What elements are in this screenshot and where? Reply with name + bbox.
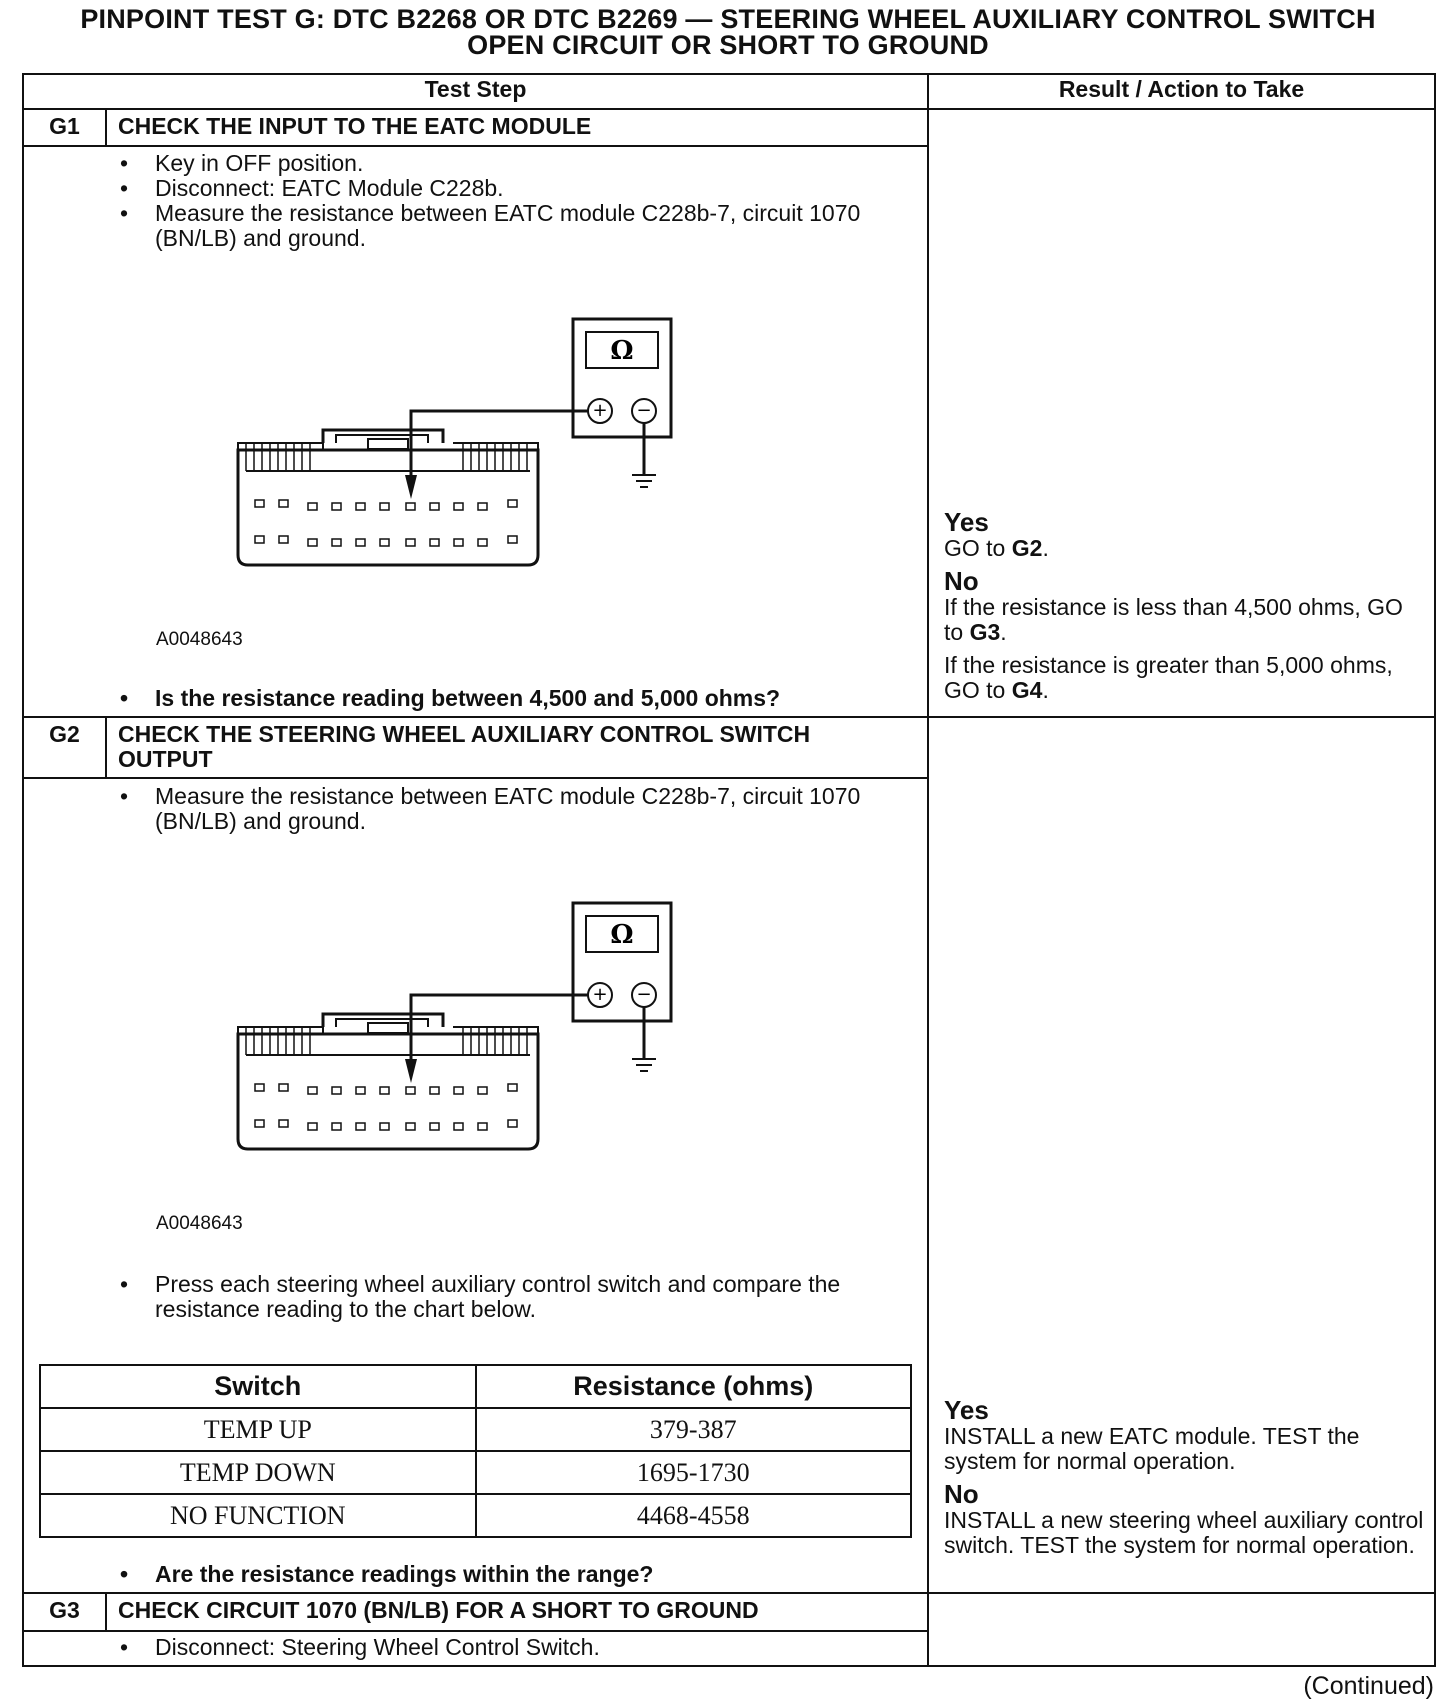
- g3-id: G3: [49, 1597, 80, 1623]
- g2-probe-tip: [405, 1059, 417, 1083]
- g1-heading-rule: [22, 145, 929, 147]
- g1-no-label: No: [944, 566, 979, 596]
- continued-label: (Continued): [1303, 1672, 1434, 1700]
- g2-step-1: • Measure the resistance between EATC module C228b-7, circuit 1070 (BN/LB) and ground.: [118, 784, 898, 834]
- resistance-value: 379-387: [476, 1408, 912, 1451]
- g2-no-action: INSTALL a new steering wheel auxiliary control switch. TEST the system for normal operation.: [944, 1507, 1424, 1558]
- plus-icon: +: [592, 400, 608, 421]
- g1-id-divider: [105, 108, 107, 146]
- g1-ohm-symbol: Ω: [610, 336, 634, 366]
- header-test-step: Test Step: [424, 76, 527, 102]
- g2-ohm-symbol: Ω: [610, 920, 634, 950]
- g2-question-list: [118, 1562, 918, 1587]
- g2-step-list-1: [118, 784, 898, 834]
- g1-no-action-1: If the resistance is less than 4,500 ohms, GO to G3.: [944, 594, 1403, 645]
- table-row: [40, 1451, 911, 1494]
- g2-no-label: No: [944, 1479, 979, 1509]
- g2-step-2: • Press each steering wheel auxiliary control switch and compare the resistance reading to the chart below.: [118, 1272, 898, 1322]
- g2-id-divider: [105, 716, 107, 778]
- g2-connector-diagram: [228, 899, 688, 1159]
- g1-step-2: • Disconnect: EATC Module C228b.: [118, 176, 898, 201]
- resistance-value: 4468-4558: [476, 1494, 912, 1537]
- g2-id: G2: [49, 721, 80, 747]
- g1-result: [944, 508, 1424, 703]
- g1-yes-label: Yes: [944, 507, 989, 537]
- g2-yes-label: Yes: [944, 1395, 989, 1425]
- g1-ground-symbol: [632, 475, 656, 487]
- g1-connector-diagram: [228, 315, 688, 575]
- g2-yes-action: INSTALL a new EATC module. TEST the system for normal operation.: [944, 1423, 1360, 1474]
- g1-yes-action: GO to G2.: [944, 535, 1049, 561]
- switch-column-header: Switch: [40, 1365, 476, 1408]
- g3-step-1: • Disconnect: Steering Wheel Control Switch.: [118, 1635, 898, 1660]
- g1-question-list: [118, 686, 918, 711]
- minus-icon: −: [636, 984, 652, 1005]
- header-rule: [22, 108, 1436, 110]
- g1-heading: CHECK THE INPUT TO THE EATC MODULE: [118, 113, 592, 139]
- g1-figure-id: A0048643: [156, 629, 243, 650]
- g2-heading-rule: [22, 777, 929, 779]
- g2-figure-id: A0048643: [156, 1213, 243, 1234]
- g1-no-ref-1: G3: [969, 619, 1001, 645]
- switch-name: TEMP DOWN: [40, 1451, 476, 1494]
- g1-question: • Is the resistance reading between 4,500 and 5,000 ohms?: [118, 686, 918, 711]
- g2-step-list-2: [118, 1272, 898, 1322]
- column-divider: [927, 73, 929, 1667]
- table-row: [40, 1408, 911, 1451]
- g2-heading-line-1: CHECK THE STEERING WHEEL AUXILIARY CONTROL SWITCH: [118, 721, 811, 747]
- page-title: [0, 6, 1456, 58]
- minus-icon: −: [636, 400, 652, 421]
- g2-ground-symbol: [632, 1059, 656, 1071]
- g2-heading: [118, 722, 810, 772]
- g1-id: G1: [49, 113, 80, 139]
- g3-heading: CHECK CIRCUIT 1070 (BN/LB) FOR A SHORT TO GROUND: [118, 1597, 759, 1623]
- table-row: [40, 1494, 911, 1537]
- g3-step-list: [118, 1635, 898, 1660]
- g3-heading-rule: [22, 1630, 929, 1632]
- g1-probe-tip: [405, 475, 417, 499]
- switch-name: TEMP UP: [40, 1408, 476, 1451]
- g2-heading-line-2: OUTPUT: [118, 746, 213, 772]
- g2-result: [944, 1396, 1424, 1558]
- g1-positive-lead: [411, 411, 588, 485]
- g1-step-1: • Key in OFF position.: [118, 151, 898, 176]
- g3-id-divider: [105, 1592, 107, 1631]
- g2-g3-rule: [22, 1592, 1436, 1594]
- title-line-2: OPEN CIRCUIT OR SHORT TO GROUND: [467, 30, 989, 60]
- g1-no-ref-2: G4: [1011, 677, 1043, 703]
- g2-positive-lead: [411, 995, 588, 1069]
- title-line-1: PINPOINT TEST G: DTC B2268 OR DTC B2269 — STEERING WHEEL AUXILIARY CONTROL SWITCH: [80, 4, 1376, 34]
- resistance-column-header: Resistance (ohms): [476, 1365, 912, 1408]
- switch-name: NO FUNCTION: [40, 1494, 476, 1537]
- g1-no-action-2: If the resistance is greater than 5,000 ohms, GO to G4.: [944, 652, 1393, 703]
- switch-resistance-table: [39, 1364, 912, 1538]
- plus-icon: +: [592, 984, 608, 1005]
- g2-question: • Are the resistance readings within the range?: [118, 1562, 918, 1587]
- header-result: Result / Action to Take: [1058, 76, 1305, 102]
- resistance-value: 1695-1730: [476, 1451, 912, 1494]
- g1-g2-rule: [22, 716, 1436, 718]
- g1-yes-ref: G2: [1011, 535, 1043, 561]
- g1-step-list: [118, 151, 898, 251]
- g1-step-3: • Measure the resistance between EATC module C228b-7, circuit 1070 (BN/LB) and ground.: [118, 201, 898, 251]
